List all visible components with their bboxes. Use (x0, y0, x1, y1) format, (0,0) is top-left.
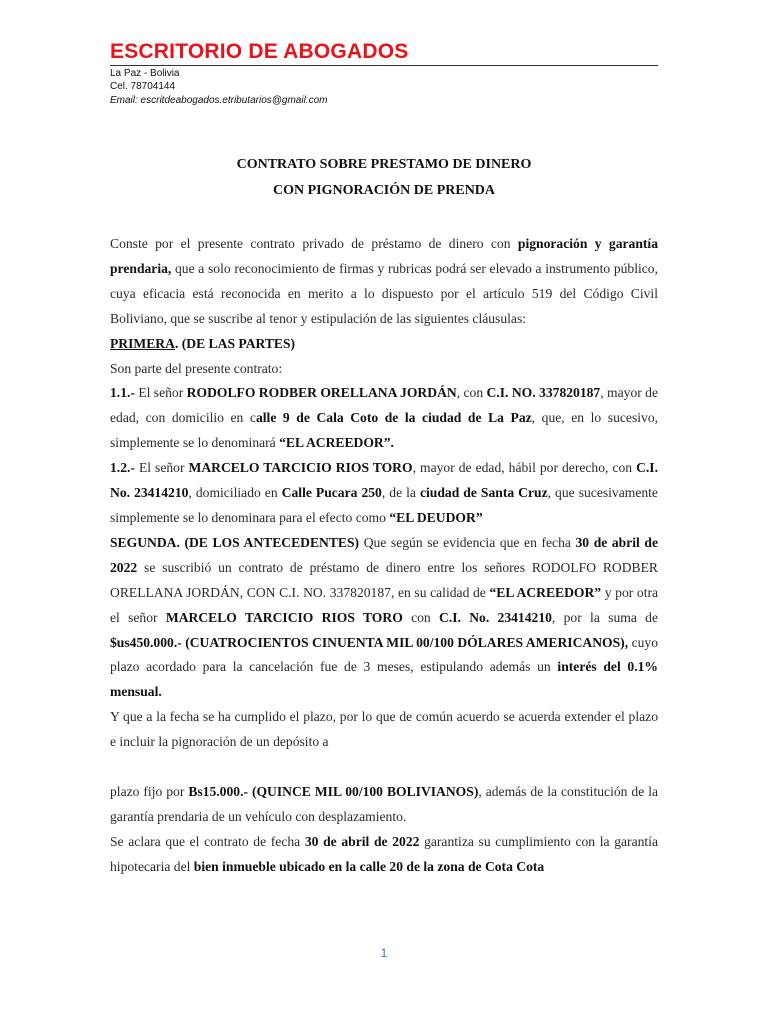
letterhead-rule (110, 65, 658, 66)
clause-segunda: SEGUNDA. (DE LOS ANTECEDENTES) Que según se evidencia que en fecha 30 de abril de 2022 se suscribió un contrato de préstamo de dinero entre los señores RODOLFO RODBER ORELLANA JORDÁN, CON C.I. NO. 337820187, en su calidad de “EL ACREEDOR” y por otra el señor MARCELO TARCICIO RIOS TORO con C.I. No. 23414210, por la suma de $us450.000.- (CUATROCIENTOS CINUENTA MIL 00/100 DÓLARES AMERICANOS), cuyo plazo acordado para la cancelación fue de 3 meses, estipulando además un interés del 0.1% mensual. (110, 534, 659, 700)
clause-1-1: 1.1.- El señor RODOLFO RODBER ORELLANA JORDÁN, con C.I. NO. 337820187, mayor de edad, con domicilio en calle 9 de Cala Coto de la ciudad de La Paz, que, en lo sucesivo, simplemente se lo denominará “EL ACREEDOR”. (110, 385, 659, 451)
blank-line (110, 755, 658, 780)
plazo-paragraph: plazo fijo por Bs15.000.- (QUINCE MIL 00/100 BOLIVIANOS), además de la constitución de la garantía prendaria de un vehículo con desplazamiento. (110, 783, 658, 824)
partes-intro: Son parte del presente contrato: (110, 360, 283, 376)
letterhead-firm-name: ESCRITORIO DE ABOGADOS (110, 40, 409, 63)
letterhead-email: Email: escritdeabogados.etributarios@gmail.com (110, 95, 328, 106)
intro-paragraph: Conste por el presente contrato privado de préstamo de dinero con pignoración y garantía prendaria, que a solo reconocimiento de firmas y rubricas podrá ser elevado a instrumento público, cuya eficacia está reconocida en merito a lo dispuesto por el artículo 519 del Código Civil Boliviano, que se suscribe al tenor y estipulación de las siguientes cláusulas: (110, 236, 658, 326)
letterhead-location: La Paz - Bolivia (110, 68, 180, 79)
letterhead-phone: Cel. 78704144 (110, 81, 176, 92)
page-number: 1 (380, 946, 388, 960)
clause-1-2: 1.2.- El señor MARCELO TARCICIO RIOS TORO, mayor de edad, hábil por derecho, con C.I. No. 23414210, domiciliado en Calle Pucara 250, de la ciudad de Santa Cruz, que sucesivamente simplemente se lo denominara para el efecto como “EL DEUDOR” (110, 460, 658, 525)
document-body (110, 232, 658, 880)
document-title-line-1: CONTRATO SOBRE PRESTAMO DE DINERO (236, 157, 532, 172)
ampliacion-paragraph: Y que a la fecha se ha cumplido el plazo, por lo que de común acuerdo se acuerda extender el plazo e incluir la pignoración de un depósito a (110, 709, 658, 750)
document-title-line-2: CON PIGNORACIÓN DE PRENDA (272, 183, 496, 198)
aclara-paragraph: Se aclara que el contrato de fecha 30 de abril de 2022 garantiza su cumplimiento con la garantía hipotecaria del bien inmueble ubicado en la calle 20 de la zona de Cota Cota (110, 833, 658, 874)
primera-heading: PRIMERA. (DE LAS PARTES) (110, 335, 296, 351)
